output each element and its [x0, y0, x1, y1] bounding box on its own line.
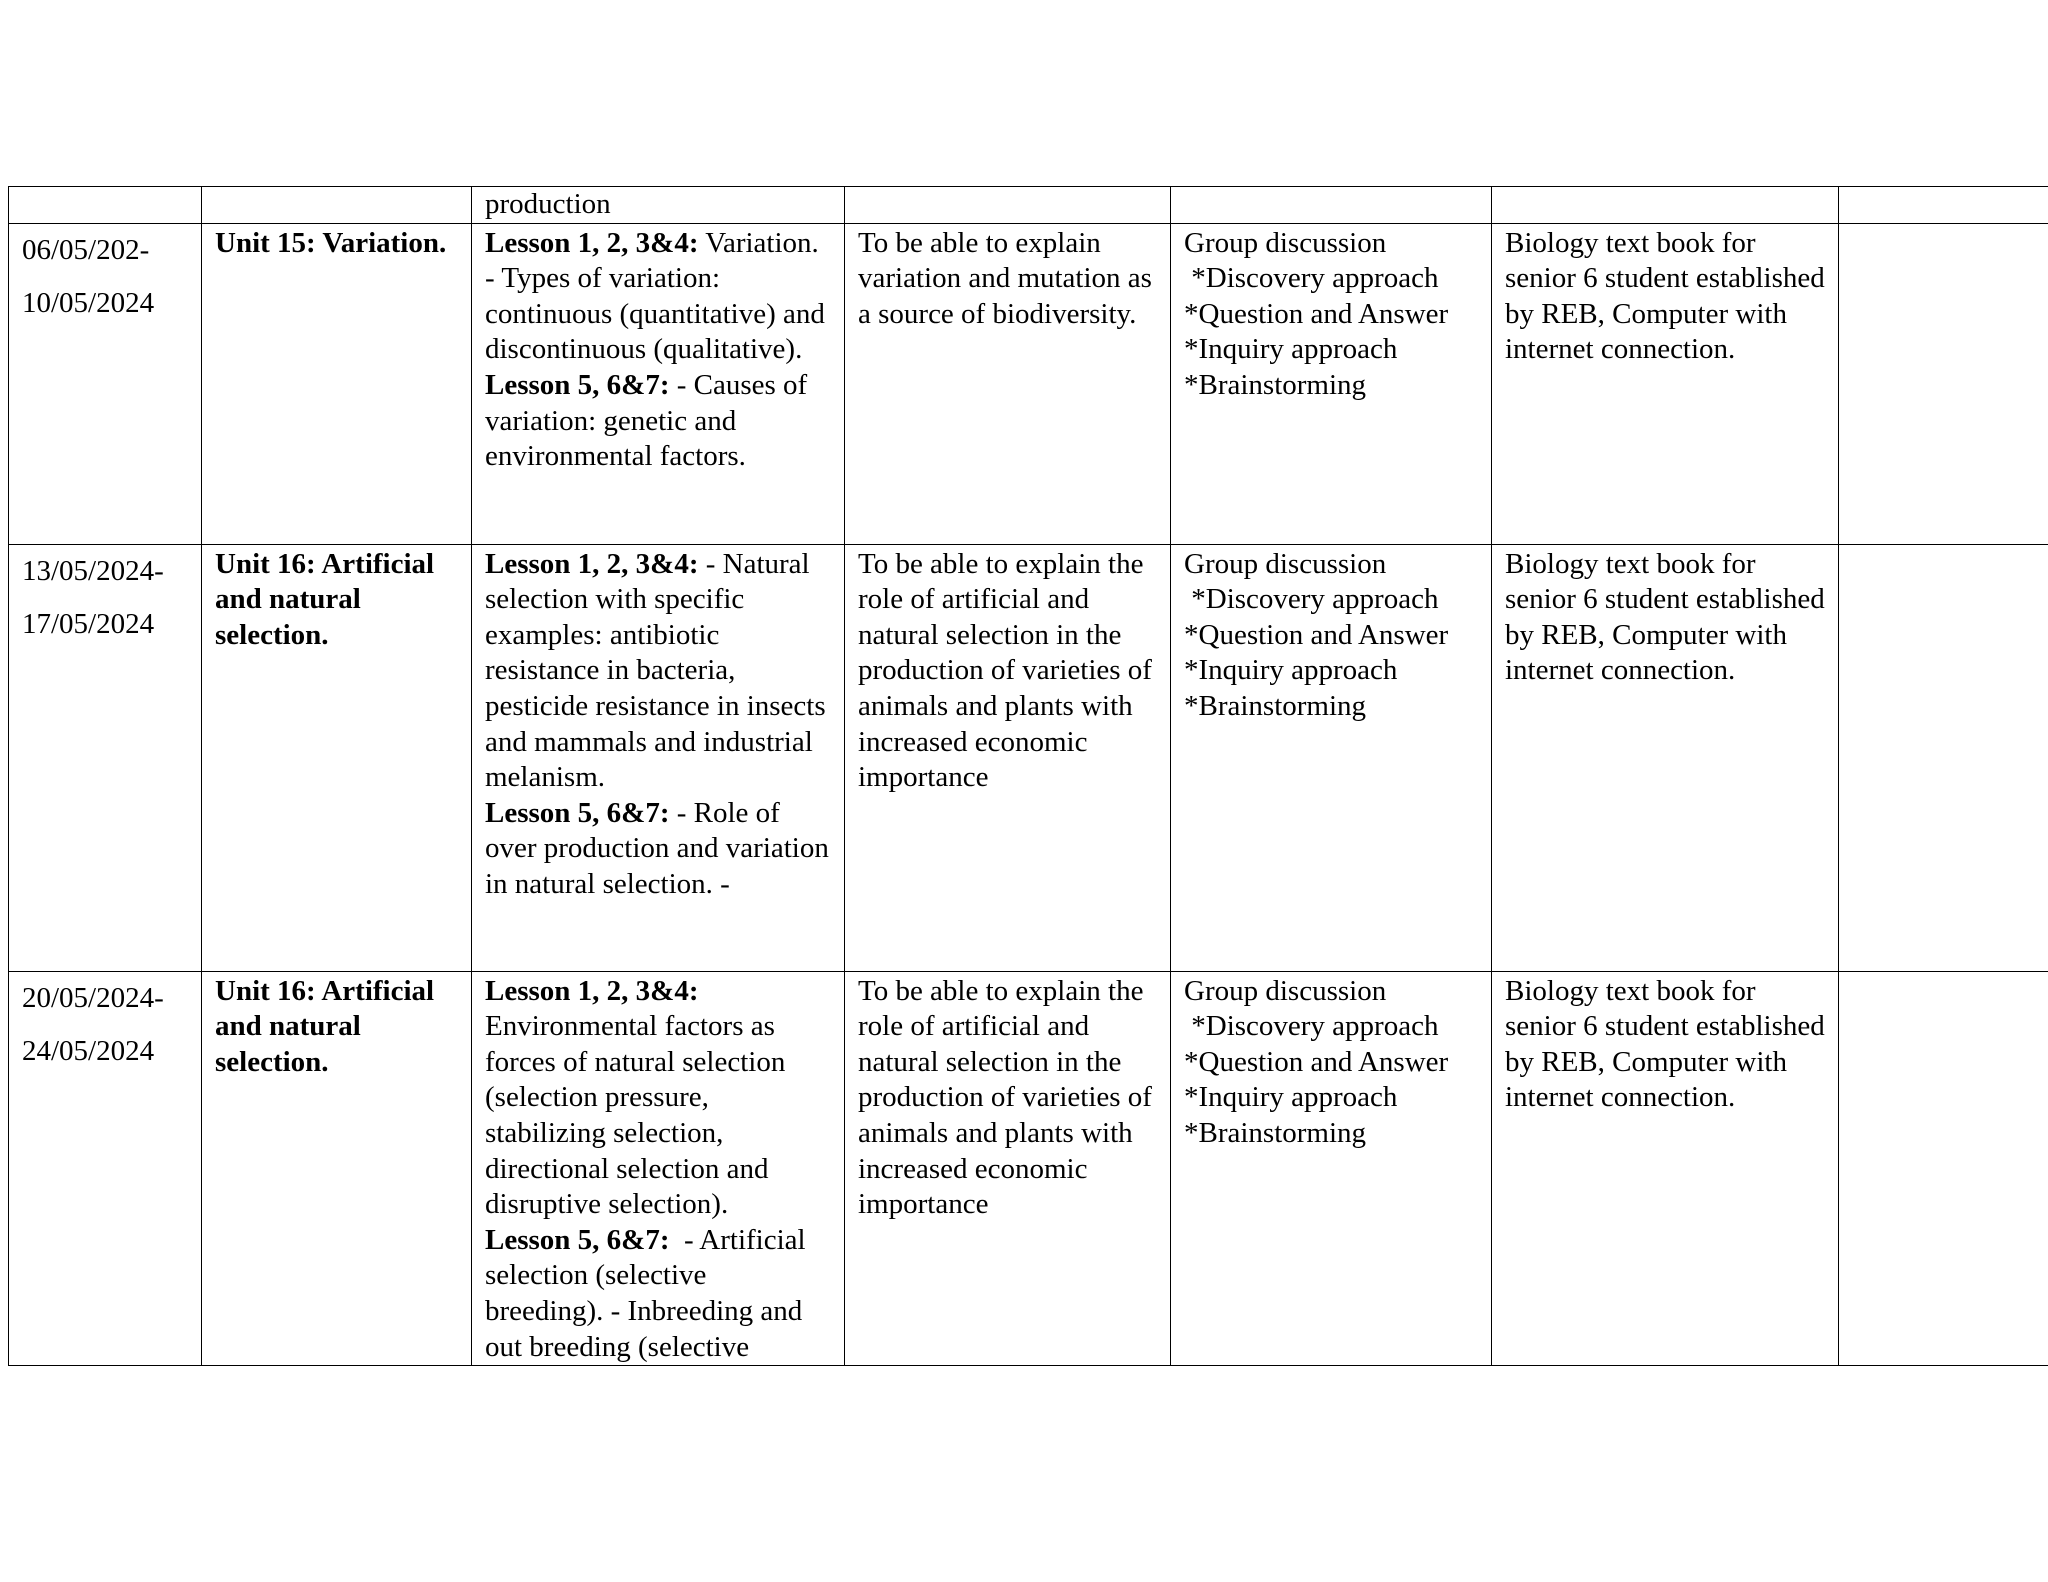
objective-cell [845, 544, 1171, 971]
week-start: 13/05/2024- [22, 554, 164, 587]
methods-cell [1171, 187, 1492, 224]
lesson-label: Lesson 1, 2, 3&4: [485, 226, 699, 259]
method-item: *Question and Answer [1184, 297, 1449, 330]
week-cell [9, 187, 202, 224]
resources-text: Biology text book for senior 6 student established by REB, Computer with internet connection. [1505, 547, 1825, 687]
scheme-of-work-table [8, 186, 2048, 1366]
method-item: *Brainstorming [1184, 368, 1367, 401]
objective-cell [845, 187, 1171, 224]
table-row [9, 544, 2048, 971]
method-item: *Discovery approach [1184, 583, 1439, 616]
lesson-text: Variation. - Types of variation: continuous (quantitative) and discontinuous (qualitative). [485, 226, 825, 366]
objective-text: To be able to explain the role of artificial and natural selection in the production of varieties of animals and plants with increased economic importance [858, 547, 1152, 794]
method-item: *Question and Answer [1184, 618, 1449, 651]
remarks-cell [1839, 544, 2048, 971]
unit-title: Unit 16: Artificial and natural selection. [215, 547, 435, 651]
week-cell [9, 223, 202, 544]
method-item: Group discussion [1184, 974, 1387, 1007]
remarks-cell [1839, 187, 2048, 224]
method-item: *Discovery approach [1184, 1010, 1439, 1043]
lesson-label: Lesson 1, 2, 3&4: [485, 547, 699, 580]
resources-cell [1492, 544, 1839, 971]
method-item: *Brainstorming [1184, 1116, 1367, 1149]
unit-title: Unit 15: Variation. [215, 226, 447, 259]
table-row [9, 971, 2048, 1366]
resources-text: Biology text book for senior 6 student established by REB, Computer with internet connection. [1505, 974, 1825, 1114]
table-row [9, 223, 2048, 544]
lesson-label: Lesson 5, 6&7: [485, 796, 670, 829]
method-item: *Inquiry approach [1184, 333, 1398, 366]
lesson-text: - Artificial selection (selective breeding). - Inbreeding and out breeding (selective [485, 1223, 813, 1363]
week-cell [9, 971, 202, 1366]
week-end: 17/05/2024 [22, 607, 155, 640]
content-cell [472, 971, 845, 1366]
content-cell [472, 187, 845, 224]
lesson-label: Lesson 5, 6&7: [485, 1223, 670, 1256]
objective-text: To be able to explain variation and mutation as a source of biodiversity. [858, 226, 1152, 330]
resources-cell [1492, 187, 1839, 224]
objective-cell [845, 971, 1171, 1366]
unit-cell [202, 187, 472, 224]
remarks-cell [1839, 971, 2048, 1366]
table-row [9, 187, 2048, 224]
lesson-label: Lesson 5, 6&7: [485, 368, 670, 401]
week-end: 24/05/2024 [22, 1034, 155, 1067]
method-item: *Discovery approach [1184, 262, 1439, 295]
week-start: 20/05/2024- [22, 981, 164, 1014]
method-item: *Brainstorming [1184, 689, 1367, 722]
methods-cell [1171, 223, 1492, 544]
lesson-text: - Role of over production and variation in natural selection. - [485, 796, 829, 900]
week-cell [9, 544, 202, 971]
remarks-cell [1839, 223, 2048, 544]
lesson-text: - Causes of variation: genetic and environmental factors. [485, 368, 808, 473]
methods-cell [1171, 544, 1492, 971]
content-cell [472, 223, 845, 544]
content-text: production [485, 188, 611, 220]
method-item: Group discussion [1184, 547, 1387, 580]
resources-text: Biology text book for senior 6 student established by REB, Computer with internet connection. [1505, 226, 1825, 366]
lesson-text: Environmental factors as forces of natural selection (selection pressure, stabilizing selection, directional selection and disruptive selection). [485, 1010, 786, 1221]
week-start: 06/05/202- [22, 233, 150, 266]
unit-cell [202, 971, 472, 1366]
methods-cell [1171, 971, 1492, 1366]
week-end: 10/05/2024 [22, 286, 155, 319]
content-cell [472, 544, 845, 971]
lesson-text: - Natural selection with specific examples: antibiotic resistance in bacteria, pesticide resistance in insects and mammals and industrial melanism. [485, 547, 826, 794]
unit-cell [202, 223, 472, 544]
unit-title: Unit 16: Artificial and natural selection. [215, 974, 435, 1078]
method-item: *Inquiry approach [1184, 654, 1398, 687]
resources-cell [1492, 971, 1839, 1366]
unit-cell [202, 544, 472, 971]
resources-cell [1492, 223, 1839, 544]
method-item: *Question and Answer [1184, 1045, 1449, 1078]
method-item: *Inquiry approach [1184, 1081, 1398, 1114]
objective-cell [845, 223, 1171, 544]
objective-text: To be able to explain the role of artificial and natural selection in the production of varieties of animals and plants with increased economic importance [858, 974, 1152, 1221]
lesson-label: Lesson 1, 2, 3&4: [485, 974, 699, 1007]
method-item: Group discussion [1184, 226, 1387, 259]
